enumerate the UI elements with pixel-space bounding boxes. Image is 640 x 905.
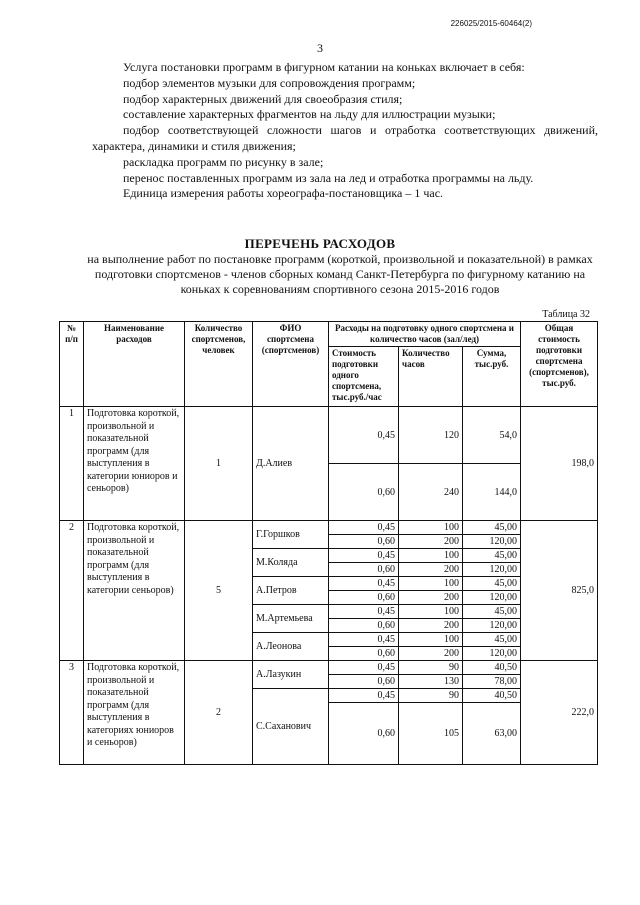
hours: 200 — [399, 619, 463, 633]
sum: 120,00 — [463, 535, 521, 549]
athlete-name: Д.Алиев — [253, 407, 329, 521]
cost-per-hour: 0,45 — [329, 689, 399, 703]
expense-name: Подготовка короткой, произвольной и показательной программ (для выступления в категории сеньоров) — [84, 521, 185, 661]
sum: 54,0 — [463, 407, 521, 464]
sum: 120,00 — [463, 563, 521, 577]
cost-per-hour: 0,45 — [329, 577, 399, 591]
hours: 200 — [399, 591, 463, 605]
sum: 63,00 — [463, 703, 521, 765]
sum: 78,00 — [463, 675, 521, 689]
cost-per-hour: 0,60 — [329, 464, 399, 521]
intro-item: подбор характерных движений для своеобразия стиля; — [123, 91, 403, 106]
sum: 45,00 — [463, 549, 521, 563]
table-row — [60, 661, 598, 675]
hours: 100 — [399, 633, 463, 647]
hours: 100 — [399, 521, 463, 535]
col-header-fio: ФИО спортсмена (спортсменов) — [253, 322, 329, 407]
document-number: 226025/2015-60464(2) — [450, 19, 532, 28]
sum: 45,00 — [463, 605, 521, 619]
athlete-name: Г.Горшков — [253, 521, 329, 549]
expense-name: Подготовка короткой, произвольной и показательной программ (для выступления в категориях юниоров и сеньоров) — [84, 661, 185, 765]
cost-per-hour: 0,60 — [329, 535, 399, 549]
intro-item: составление характерных фрагментов на льду для иллюстрации музыки; — [123, 107, 496, 122]
table-row — [60, 407, 598, 464]
expense-name: Подготовка короткой, произвольной и показательной программ (для выступления в категории юниоров и сеньоров) — [84, 407, 185, 521]
col-header-count: Количество спортсменов, человек — [185, 322, 253, 407]
hours: 240 — [399, 464, 463, 521]
athlete-name: А.Леонова — [253, 633, 329, 661]
sum: 45,00 — [463, 577, 521, 591]
intro-item: подбор элементов музыки для сопровождения программ; — [123, 75, 416, 90]
athlete-name: М.Артемьева — [253, 605, 329, 633]
table-label: Таблица 32 — [542, 309, 590, 320]
sum: 45,00 — [463, 633, 521, 647]
col-header-total: Общая стоимость подготовки спортсмена (спортсменов), тыс.руб. — [521, 322, 598, 407]
athlete-count: 5 — [185, 521, 253, 661]
hours: 130 — [399, 675, 463, 689]
expenses-table — [59, 321, 598, 765]
total-cost: 222,0 — [521, 661, 598, 765]
cost-per-hour: 0,60 — [329, 675, 399, 689]
hours: 105 — [399, 703, 463, 765]
page-number: 3 — [317, 41, 323, 55]
intro-text — [92, 60, 598, 202]
hours: 200 — [399, 563, 463, 577]
intro-item: перенос поставленных программ из зала на лед и отработка программы на льду. — [123, 170, 534, 185]
athlete-count: 2 — [185, 661, 253, 765]
document-title: ПЕРЕЧЕНЬ РАСХОДОВ — [244, 236, 396, 251]
sum: 120,00 — [463, 647, 521, 661]
hours: 100 — [399, 605, 463, 619]
cost-per-hour: 0,45 — [329, 633, 399, 647]
hours: 200 — [399, 535, 463, 549]
sum: 40,50 — [463, 661, 521, 675]
intro-unit: Единица измерения работы хореографа-постановщика – 1 час. — [123, 186, 444, 201]
athlete-name: А.Лазукин — [253, 661, 329, 689]
cost-per-hour: 0,45 — [329, 605, 399, 619]
hours: 120 — [399, 407, 463, 464]
intro-item: подбор соответствующей сложности шагов и отработка соответствующих движений, характера, динамики и стиля движения; — [92, 123, 598, 153]
sum: 120,00 — [463, 619, 521, 633]
hours: 200 — [399, 647, 463, 661]
hours: 100 — [399, 549, 463, 563]
sum: 144,0 — [463, 464, 521, 521]
intro-lead: Услуга постановки программ в фигурном катании на коньках включает в себя: — [123, 60, 525, 74]
sum: 40,50 — [463, 689, 521, 703]
athlete-name: А.Петров — [253, 577, 329, 605]
athlete-name: С.Саханович — [253, 689, 329, 765]
cost-per-hour: 0,45 — [329, 407, 399, 464]
intro-item: раскладка программ по рисунку в зале; — [123, 154, 324, 169]
hours: 90 — [399, 661, 463, 675]
hours: 90 — [399, 689, 463, 703]
row-number: 3 — [60, 661, 84, 765]
col-header-name: Наименование расходов — [84, 322, 185, 407]
row-number: 2 — [60, 521, 84, 661]
sum: 120,00 — [463, 591, 521, 605]
cost-per-hour: 0,60 — [329, 647, 399, 661]
col-header-hours: Количество часов — [399, 347, 463, 407]
total-cost: 198,0 — [521, 407, 598, 521]
document-subtitle: на выполнение работ по постановке программ (короткой, произвольной и показательной) в рамках подготовки спортсменов - членов сборных команд Санкт-Петербурга по фигурному катанию на коньках к соревнованиям спортивного сезона 2015-2016 годов — [87, 252, 593, 296]
col-header-costs: Расходы на подготовку одного спортсмена и количество часов (зал/лед) — [329, 322, 521, 347]
col-header-no: № п/п — [60, 322, 84, 407]
cost-per-hour: 0,45 — [329, 521, 399, 535]
col-header-cost-hour: Стоимость подготовки одного спортсмена, тыс.руб./час — [329, 347, 399, 407]
table-row — [60, 521, 598, 535]
cost-per-hour: 0,45 — [329, 549, 399, 563]
cost-per-hour: 0,60 — [329, 591, 399, 605]
athlete-count: 1 — [185, 407, 253, 521]
col-header-sum: Сумма, тыс.руб. — [463, 347, 521, 407]
cost-per-hour: 0,60 — [329, 563, 399, 577]
athlete-name: М.Коляда — [253, 549, 329, 577]
hours: 100 — [399, 577, 463, 591]
cost-per-hour: 0,60 — [329, 703, 399, 765]
table-body — [60, 407, 598, 765]
cost-per-hour: 0,60 — [329, 619, 399, 633]
row-number: 1 — [60, 407, 84, 521]
total-cost: 825,0 — [521, 521, 598, 661]
cost-per-hour: 0,45 — [329, 661, 399, 675]
sum: 45,00 — [463, 521, 521, 535]
